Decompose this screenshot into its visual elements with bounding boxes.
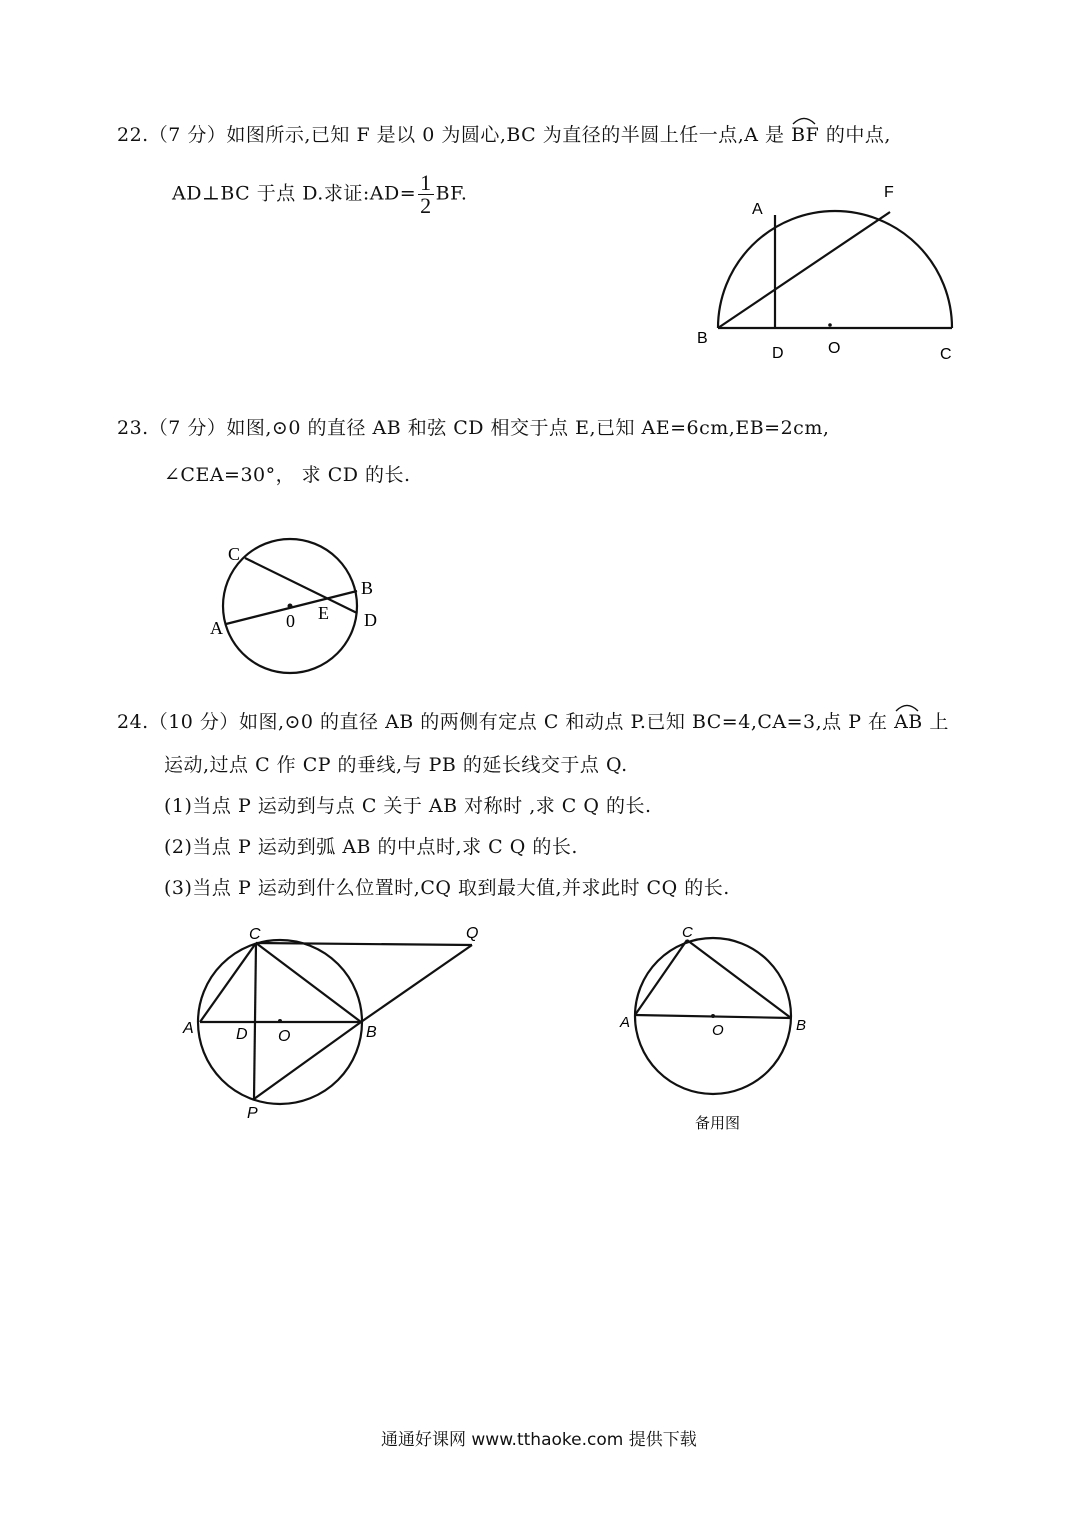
segment-cb	[256, 943, 361, 1022]
segment-cb	[687, 940, 791, 1018]
label-o: O	[712, 1022, 724, 1039]
q24-number: 24.	[117, 711, 149, 733]
label-f: F	[884, 184, 894, 201]
label-b: B	[361, 578, 374, 598]
label-c: C	[940, 346, 952, 363]
q24-figure-spare	[610, 915, 830, 1145]
segment-bq	[361, 945, 472, 1022]
label-o: O	[278, 1028, 291, 1045]
segment-bf	[718, 212, 890, 328]
q23-text: 如图,⊙0 的直径 AB 和弦 CD 相交于点 E,已知 AE=6cm,EB=2cm,	[226, 417, 830, 439]
fraction-numerator: 1	[420, 170, 432, 195]
q23-line2: ∠CEA=30°， 求 CD 的长.	[164, 464, 411, 486]
label-b: B	[796, 1017, 807, 1034]
label-p: P	[247, 1105, 258, 1122]
q22-number: 22.	[117, 124, 149, 146]
q24-sub1: (1)当点 P 运动到与点 C 关于 AB 对称时 ,求 C Q 的长.	[164, 795, 652, 817]
label-o: O	[828, 340, 841, 357]
arc-mark-icon	[791, 115, 817, 125]
semicircle-arc	[718, 211, 952, 328]
label-c: C	[249, 926, 261, 943]
figure-caption: 备用图	[695, 1114, 741, 1132]
label-a: A	[620, 1014, 631, 1031]
q24-points: （10 分）	[148, 711, 239, 733]
q23-figure	[200, 530, 400, 680]
label-o: 0	[286, 611, 295, 631]
q22-line2-pre: AD⊥BC 于点 D.求证:AD=	[172, 182, 417, 205]
fraction	[418, 172, 434, 217]
label-a: A	[183, 1020, 194, 1037]
q24-arc-ab	[894, 711, 923, 733]
q24-figure-main	[170, 915, 510, 1130]
q24-arc-label: AB	[894, 711, 923, 733]
arc-mark-icon	[894, 702, 920, 712]
label-d: D	[364, 610, 377, 630]
q23-number: 23.	[117, 417, 149, 439]
center-o-dot	[711, 1014, 715, 1018]
q22-text-end: 的中点,	[825, 124, 891, 146]
q22-points: （7 分）	[148, 124, 227, 146]
center-o-dot	[288, 604, 293, 609]
q24-line1	[117, 707, 949, 734]
label-d: D	[236, 1026, 248, 1043]
segment-ca	[635, 940, 687, 1015]
q22-line1	[117, 120, 891, 147]
q22-arc-bf	[791, 124, 819, 146]
segment-cp	[254, 943, 256, 1099]
q22-line2	[172, 172, 467, 217]
center-o-dot	[828, 323, 832, 327]
label-e: E	[318, 603, 329, 623]
q23-points: （7 分）	[148, 417, 227, 439]
q24-sub2: (2)当点 P 运动到弧 AB 的中点时,求 C Q 的长.	[164, 836, 578, 858]
fraction-denominator: 2	[420, 193, 432, 218]
label-a: A	[210, 618, 223, 638]
label-b: B	[697, 330, 708, 347]
label-d: D	[772, 345, 784, 362]
q22-figure	[680, 160, 1000, 375]
q24-sub3: (3)当点 P 运动到什么位置时,CQ 取到最大值,并求此时 CQ 的长.	[164, 877, 730, 899]
footer: 通通好课网 www.tthaoke.com 提供下载	[381, 1430, 697, 1450]
segment-cq	[256, 943, 472, 945]
segment-pb	[254, 1022, 361, 1099]
label-c: C	[682, 924, 693, 941]
label-b: B	[366, 1024, 377, 1041]
q22-arc-label: BF	[791, 124, 820, 146]
q23-line1	[117, 413, 829, 440]
label-q: Q	[466, 925, 479, 942]
q22-text: 如图所示,已知 F 是以 0 为圆心,BC 为直径的半圆上任一点,A 是	[226, 124, 785, 146]
label-c: C	[228, 544, 241, 564]
q22-line2-post: BF.	[435, 182, 468, 205]
q24-line2: 运动,过点 C 作 CP 的垂线,与 PB 的延长线交于点 Q.	[164, 754, 628, 776]
q24-text-end: 上	[929, 711, 949, 733]
center-o-dot	[278, 1019, 282, 1023]
label-a: A	[752, 201, 763, 218]
q24-text: 如图,⊙0 的直径 AB 的两侧有定点 C 和动点 P.已知 BC=4,CA=3,点 P 在	[238, 711, 888, 733]
